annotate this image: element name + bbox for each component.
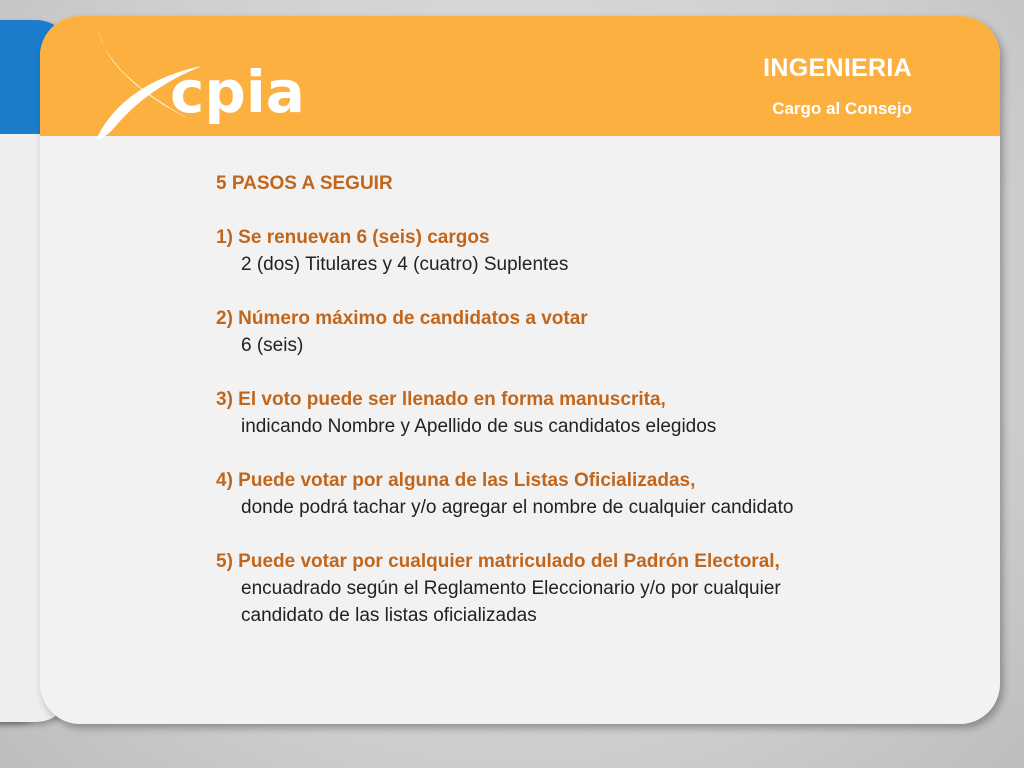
step-detail: donde podrá tachar y/o agregar el nombre de cualquier candidato (241, 497, 794, 518)
slide-header (40, 16, 1000, 136)
step-item (216, 386, 976, 440)
step-item (216, 305, 976, 359)
svg-text:cpia: cpia (170, 58, 305, 126)
step-title: 1) Se renuevan 6 (seis) cargos (216, 227, 490, 248)
step-title: 4) Puede votar por alguna de las Listas Oficializadas, (216, 470, 696, 491)
slide-card (40, 16, 1000, 724)
steps-content (216, 170, 976, 656)
cpia-logo (92, 26, 332, 144)
step-detail: 2 (dos) Titulares y 4 (cuatro) Suplentes (241, 254, 569, 275)
step-title: 2) Número máximo de candidatos a votar (216, 308, 588, 329)
page-title: INGENIERIA (763, 54, 912, 82)
step-title: 5) Puede votar por cualquier matriculado del Padrón Electoral, (216, 551, 780, 572)
step-title: 3) El voto puede ser llenado en forma manuscrita, (216, 389, 666, 410)
step-item (216, 467, 976, 521)
step-item (216, 224, 976, 278)
steps-heading: 5 PASOS A SEGUIR (216, 173, 393, 194)
step-detail: candidato de las listas oficializadas (241, 605, 537, 626)
page-subtitle: Cargo al Consejo (772, 99, 912, 118)
step-item (216, 548, 976, 629)
step-detail: 6 (seis) (241, 335, 304, 356)
step-detail: encuadrado según el Reglamento Eleccionario y/o por cualquier (241, 578, 781, 599)
step-detail: indicando Nombre y Apellido de sus candidatos elegidos (241, 416, 717, 437)
